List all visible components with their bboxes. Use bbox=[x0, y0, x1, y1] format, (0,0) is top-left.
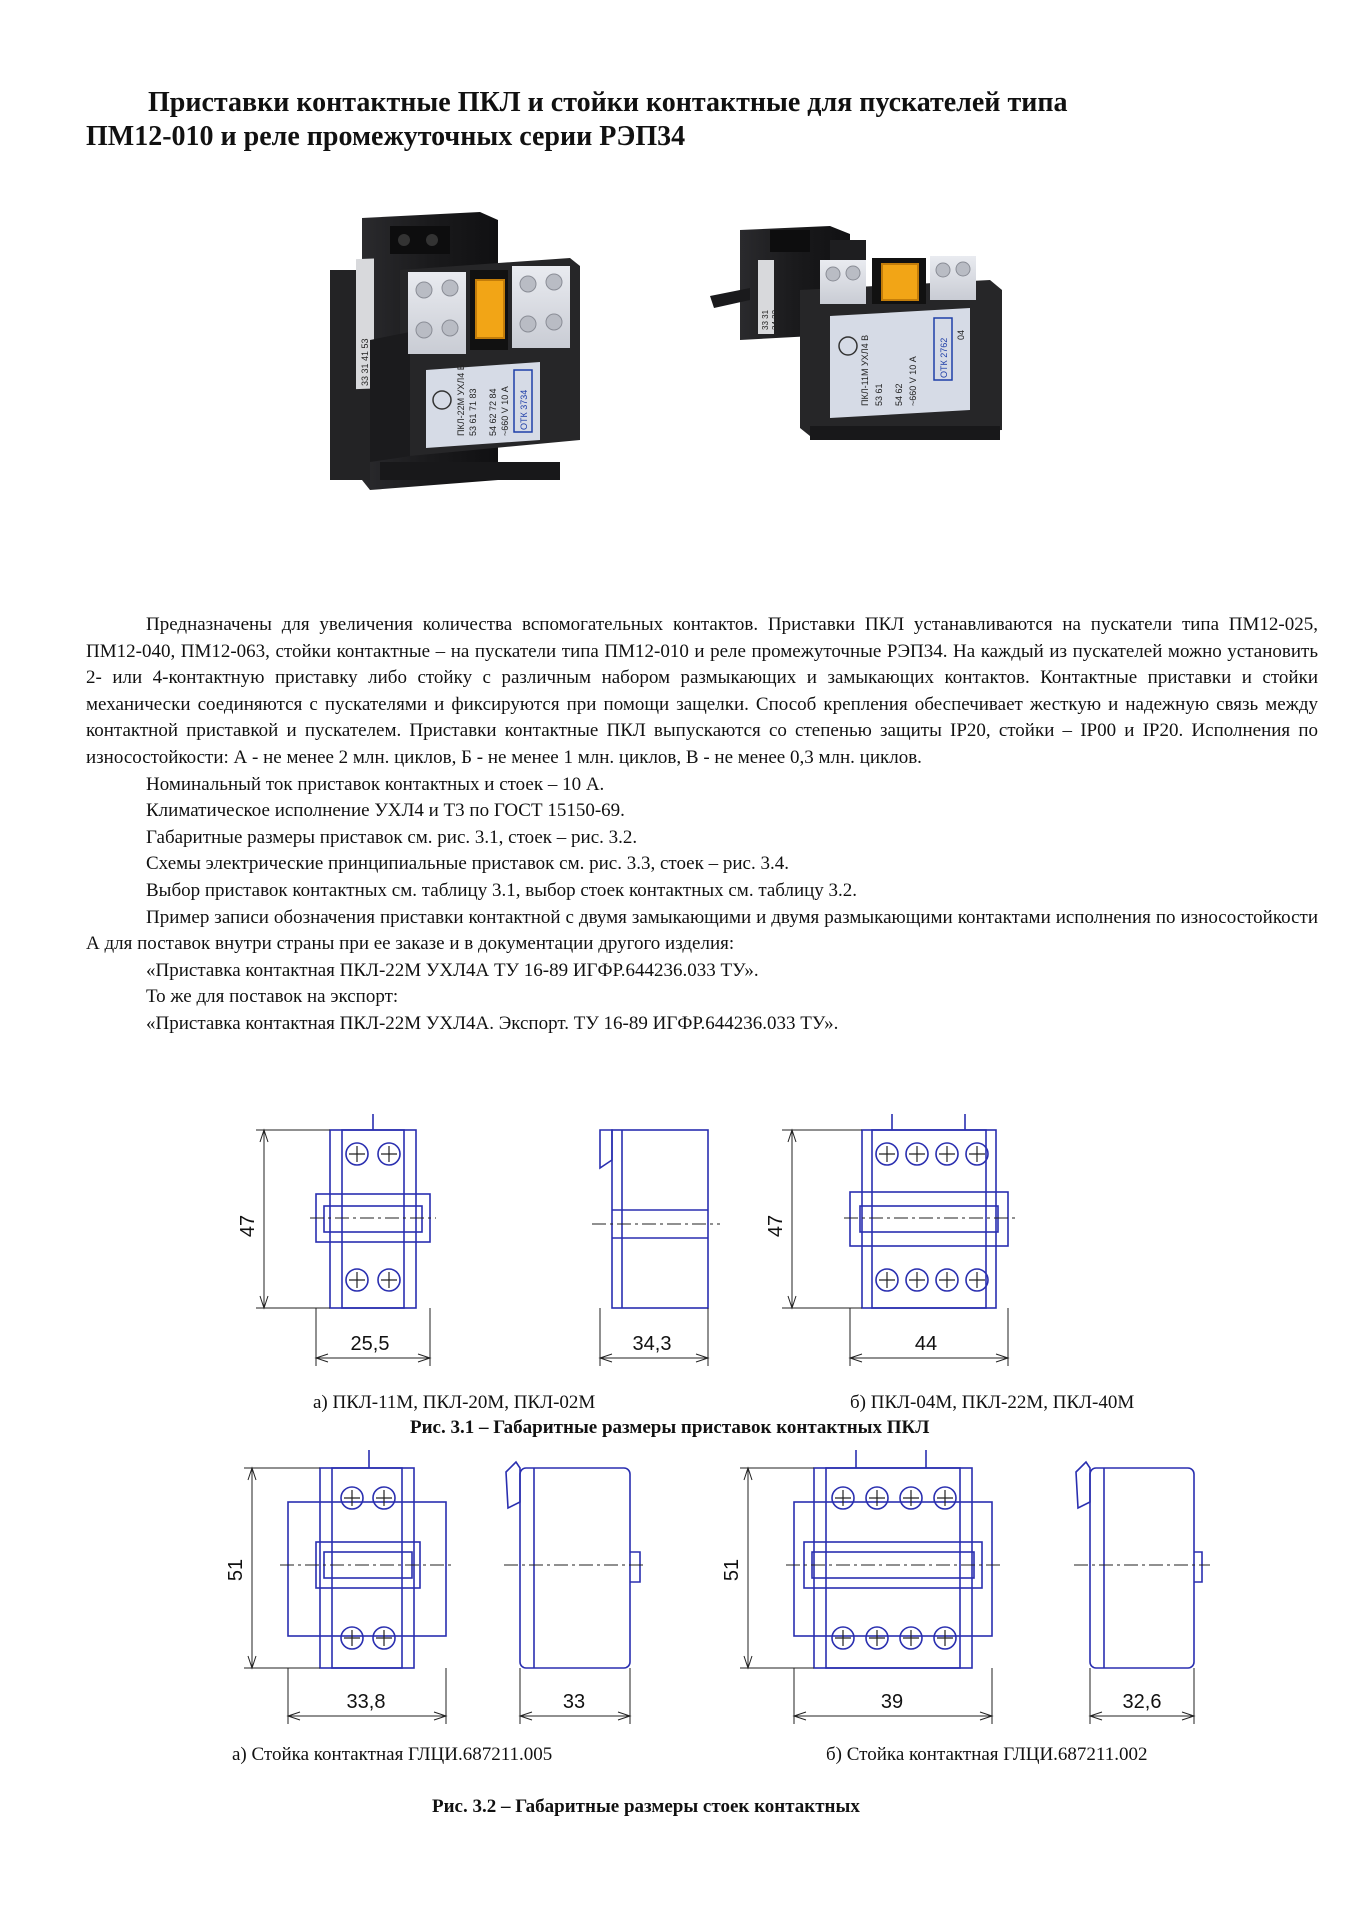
fig32b-height-dim: 51 bbox=[721, 1558, 743, 1582]
right-code: 04 bbox=[956, 329, 966, 340]
fig31b-width-dim: 44 bbox=[914, 1333, 938, 1355]
paragraph-climate: Климатическое исполнение УХЛ4 и Т3 по ГОСТ 15150-69. bbox=[146, 800, 625, 822]
fig32a-width-dim: 33,8 bbox=[346, 1691, 386, 1713]
paragraph-schemes-ref: Схемы электрические принципиальные приставок см. рис. 3.3, стоек – рис. 3.4. bbox=[146, 853, 789, 875]
fig32a-height-dim: 51 bbox=[225, 1558, 247, 1582]
fig32a-front-view bbox=[288, 1450, 446, 1668]
left-label-model: ПКЛ-22М УХЛ4 Б bbox=[456, 364, 466, 436]
fig32-subcaption-b: б) Стойка контактная ГЛЦИ.687211.002 bbox=[826, 1744, 1148, 1765]
fig31-subcaption-a: а) ПКЛ-11М, ПКЛ-20М, ПКЛ-02М bbox=[313, 1392, 596, 1413]
fig31a-side-dim: 34,3 bbox=[632, 1333, 672, 1355]
fig31a-width-dim: 25,5 bbox=[350, 1333, 390, 1355]
figure-3-2-drawings bbox=[220, 1442, 1220, 1732]
fig32b-front-view bbox=[794, 1450, 992, 1668]
fig31a-height-dim: 47 bbox=[237, 1214, 259, 1238]
left-label-rating: ~660 V 10 А bbox=[500, 386, 510, 436]
right-label-contacts-2: 54 62 bbox=[894, 383, 904, 406]
fig31-subcaption-b: б) ПКЛ-04М, ПКЛ-22М, ПКЛ-40М bbox=[850, 1392, 1135, 1413]
fig31-caption: Рис. 3.1 – Габаритные размеры приставок контактных ПКЛ bbox=[410, 1417, 930, 1438]
paragraph-designation-export: «Приставка контактная ПКЛ-22М УХЛ4А. Экспорт. ТУ 16-89 ИГФР.644236.033 ТУ». bbox=[146, 1012, 839, 1034]
description-text bbox=[86, 612, 1318, 1038]
fig32a-side-dim: 33 bbox=[562, 1691, 586, 1713]
fig32-subcaption-a: а) Стойка контактная ГЛЦИ.687211.005 bbox=[232, 1744, 553, 1765]
product-photo-illustration bbox=[330, 200, 1050, 610]
left-stamp: ОТК 3734 bbox=[519, 389, 529, 430]
left-side-terminals-1: 33 31 41 53 bbox=[360, 338, 370, 386]
fig32b-width-dim: 39 bbox=[880, 1691, 904, 1713]
right-label-contacts: 53 61 bbox=[874, 383, 884, 406]
fig32b-side-dim: 32,6 bbox=[1122, 1691, 1162, 1713]
title-line-2: ПМ12-010 и реле промежуточных серии РЭП34 bbox=[86, 121, 686, 152]
right-side-terminals-1: 33 31 bbox=[761, 309, 770, 330]
product-photo bbox=[330, 200, 1050, 610]
page-title bbox=[86, 86, 1286, 154]
paragraph-selection-ref: Выбор приставок контактных см. таблицу 3.1, выбор стоек контактных см. таблицу 3.2. bbox=[146, 879, 858, 901]
figure-3-1-drawings bbox=[220, 1110, 1220, 1380]
figure-3-2-svg bbox=[220, 1442, 1220, 1732]
left-label-contacts-2: 54 62 72 84 bbox=[488, 388, 498, 436]
paragraph-export-intro: То же для поставок на экспорт: bbox=[146, 986, 399, 1008]
paragraph-dimensions-ref: Габаритные размеры приставок см. рис. 3.1, стоек – рис. 3.2. bbox=[146, 826, 638, 848]
fig32-caption: Рис. 3.2 – Габаритные размеры стоек контактных bbox=[432, 1796, 860, 1817]
right-device bbox=[710, 226, 1002, 440]
right-side-terminals-2: 34 32 bbox=[771, 309, 780, 330]
paragraph-current: Номинальный ток приставок контактных и стоек – 10 А. bbox=[146, 773, 605, 795]
title-line-1: Приставки контактные ПКЛ и стойки контактные для пускателей типа bbox=[148, 87, 1068, 118]
fig31b-height-dim: 47 bbox=[765, 1214, 787, 1238]
right-stamp: ОТК 2762 bbox=[939, 337, 949, 378]
paragraph-purpose: Предназначены для увеличения количества вспомогательных контактов. Приставки ПКЛ устанавливаются на пускатели типа ПМ12-025, ПМ12-040, ПМ12-063, стойки контактные – на пускатели типа ПМ12-010 и реле промежуточные РЭП34. На каждый из пускателей можно установить 2- или 4-контактную приставку либо стойку с различным набором размыкающих и замыкающих контактов. Контактные приставки и стойки механически соединяются с пускателями и фиксируются при помощи защелки. Способ крепления обеспечивает жесткую и надежную связь между контактной приставкой и пускателем. Приставки контактные ПКЛ выпускаются со степенью защиты IP20, стойки – IP00 и IP20. Исполнения по износостойкости: А - не менее 2 млн. циклов, Б - не менее 1 млн. циклов, В - не менее 0,3 млн. циклов. bbox=[86, 614, 1318, 768]
right-label-rating: ~660 V 10 А bbox=[908, 356, 918, 406]
left-label-contacts: 53 61 71 83 bbox=[468, 388, 478, 436]
fig31b-front-view bbox=[850, 1114, 1008, 1308]
fig31a-front-view bbox=[316, 1114, 430, 1308]
left-device bbox=[330, 212, 580, 490]
fig31a-side-view bbox=[600, 1130, 708, 1308]
right-label-model: ПКЛ-11М УХЛ4 В bbox=[860, 334, 870, 406]
paragraph-designation-domestic: «Приставка контактная ПКЛ-22М УХЛ4А ТУ 16-89 ИГФР.644236.033 ТУ». bbox=[146, 959, 759, 981]
figure-3-1-svg bbox=[220, 1110, 1220, 1380]
paragraph-designation-example: Пример записи обозначения приставки контактной с двумя замыкающими и двумя размыкающими контактами исполнения по износостойкости А для поставок внутри страны при ее заказе и в документации другого изделия: bbox=[86, 906, 1318, 955]
